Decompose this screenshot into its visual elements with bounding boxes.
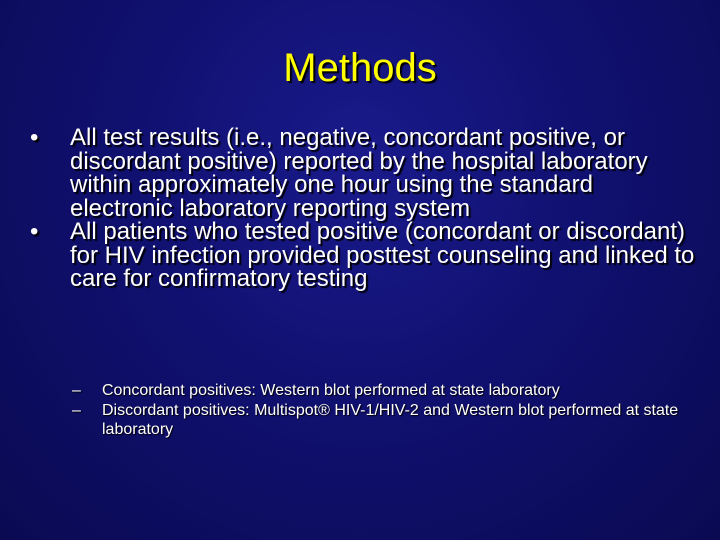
bullet-text: All test results (i.e., negative, concordant positive, or discordant positive) reported by the hospital laboratory within approximately one hour using the standard electronic laboratory reporting system xyxy=(70,124,648,222)
bullet-marker: • xyxy=(30,218,39,245)
sub-bullet-text: Discordant positives: Multispot® HIV-1/HIV-2 and Western blot performed at state laboratory xyxy=(102,401,679,438)
bullet-list xyxy=(30,126,700,291)
sub-bullet-item xyxy=(72,381,692,401)
bullet-item xyxy=(30,126,700,220)
bullet-item xyxy=(30,220,700,291)
bullet-marker: • xyxy=(30,124,39,151)
sub-bullet-text: Concordant positives: Western blot performed at state laboratory xyxy=(102,382,560,399)
sub-bullet-marker: – xyxy=(72,382,81,399)
bullet-text: All patients who tested positive (concordant or discordant) for HIV infection provided posttest counseling and linked to care for confirmatory testing xyxy=(70,218,695,292)
sub-bullet-item xyxy=(72,401,692,440)
sub-bullet-marker: – xyxy=(72,401,81,419)
sub-bullet-list xyxy=(72,381,692,440)
slide-title: Methods xyxy=(283,46,437,90)
